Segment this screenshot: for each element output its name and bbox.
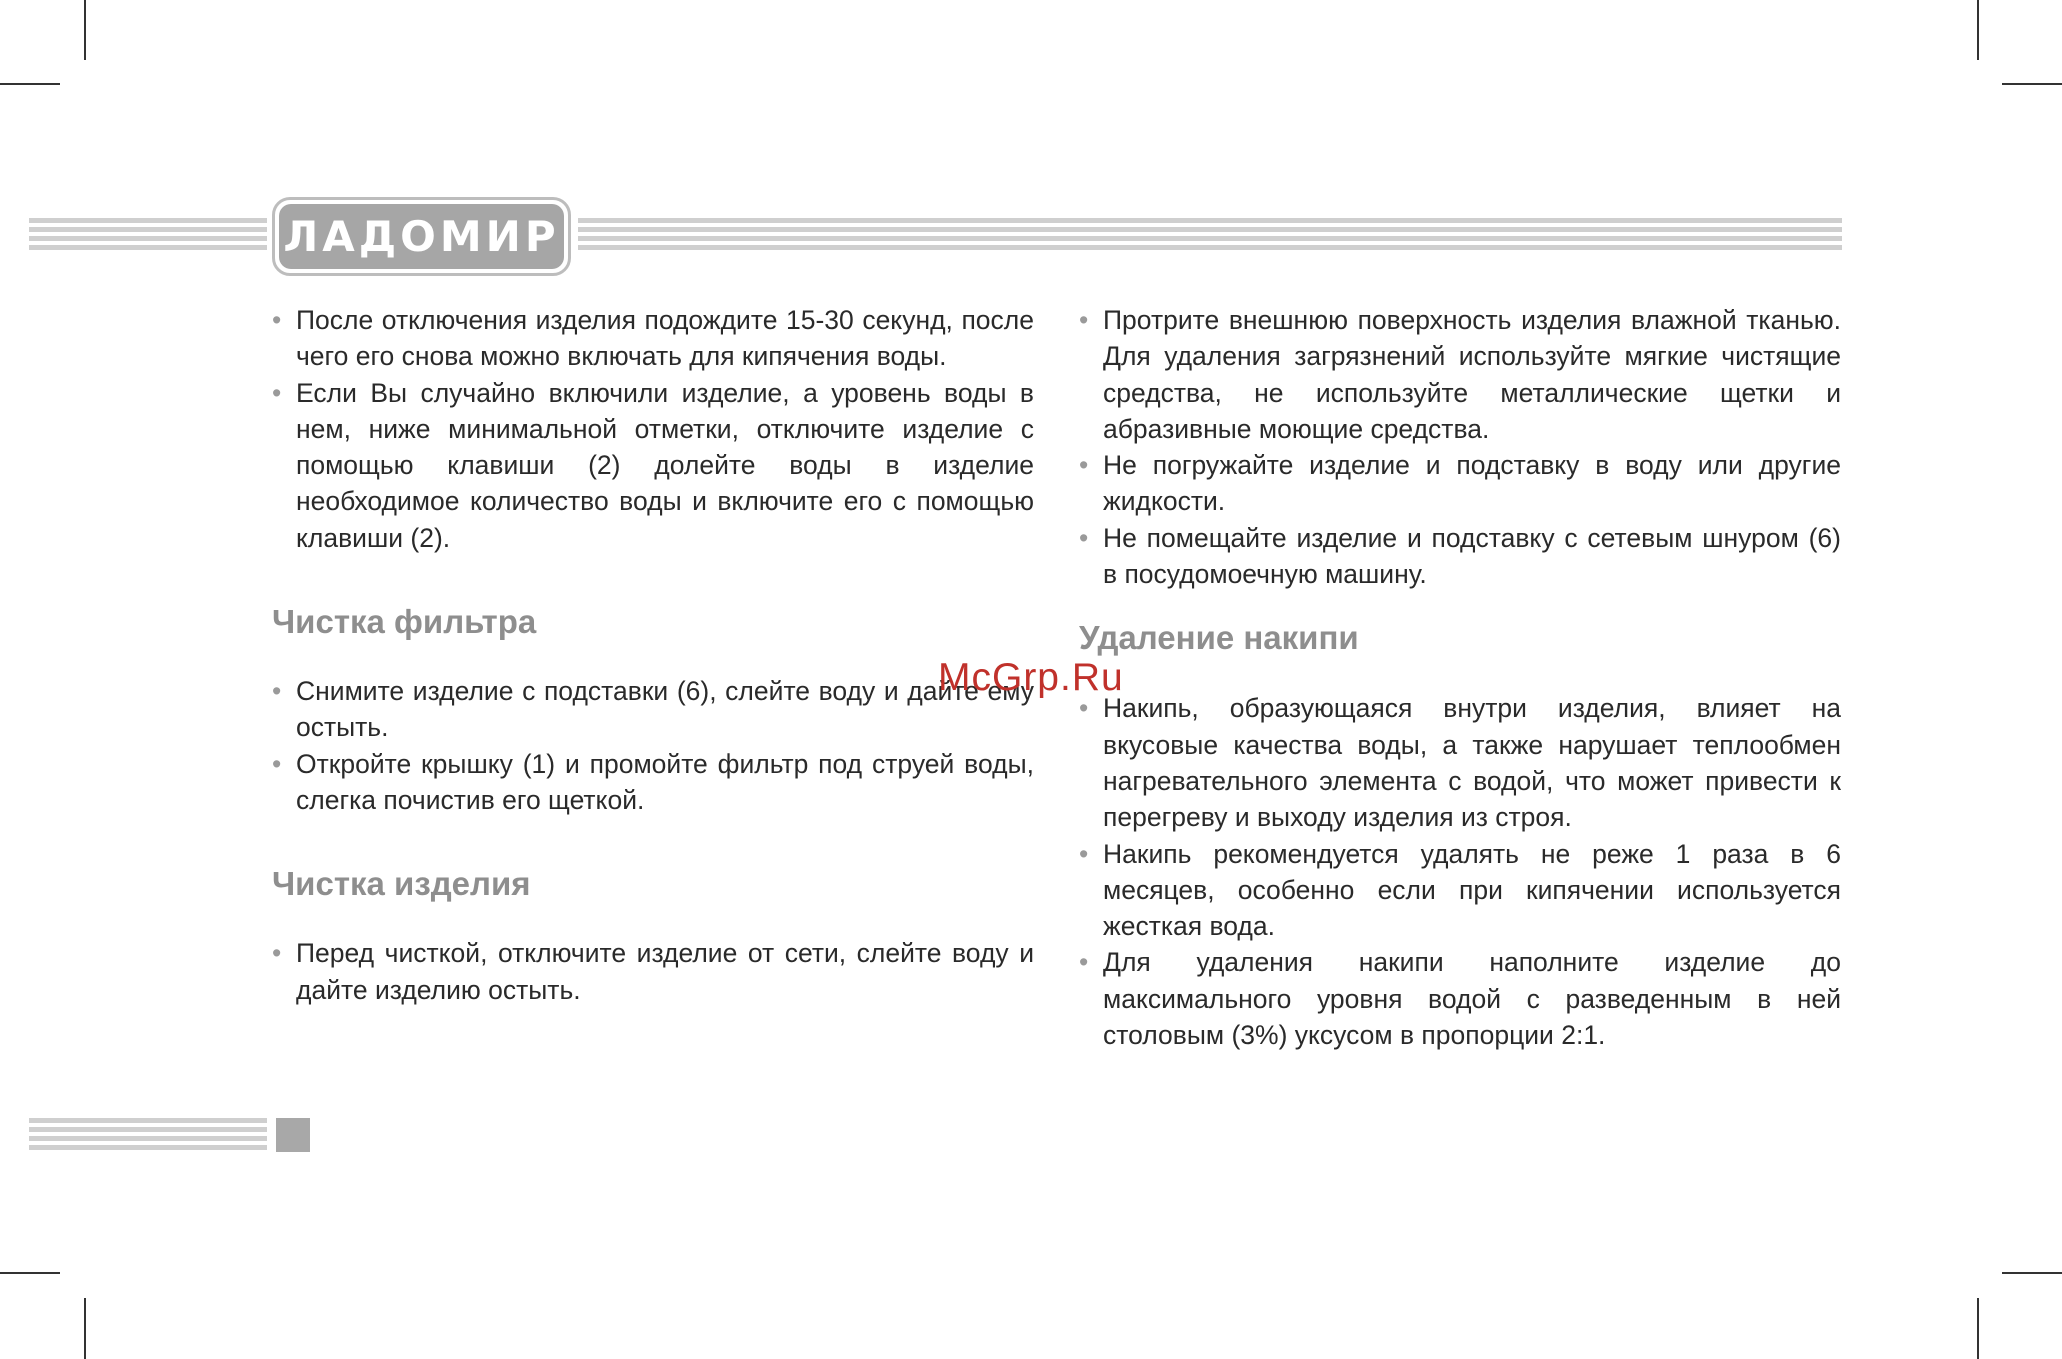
bullet-dot: •	[272, 748, 282, 779]
list-item: • Если Вы случайно включили изделие, а уровень воды в нем, ниже минимальной отметки, отключите изделие с помощью клавиши (2) долейте воды в изделие необходимое количество воды и включите его с помощью клавиши (2).	[272, 375, 1034, 556]
bullet-dot: •	[1079, 838, 1089, 869]
crop-mark	[0, 1272, 60, 1274]
list-item: • Протрите внешнюю поверхность изделия влажной тканью. Для удаления загрязнений используйте мягкие чистящие средства, не используйте металлические щетки и абразивные моющие средства.	[1079, 302, 1841, 447]
right-column	[1079, 302, 1841, 1053]
list-item: • Снимите изделие с подставки (6), слейте воду и дайте ему остыть.	[272, 673, 1034, 746]
list-item: • Не погружайте изделие и подставку в воду или другие жидкости.	[1079, 447, 1841, 520]
list-item: • Накипь рекомендуется удалять не реже 1 раза в 6 месяцев, особенно если при кипячении используется жесткая вода.	[1079, 836, 1841, 945]
crop-mark	[2002, 83, 2062, 85]
section-heading-filter: Чистка фильтра	[272, 603, 537, 641]
crop-mark	[1977, 0, 1979, 60]
crop-mark	[2002, 1272, 2062, 1274]
section-heading-descaling: Удаление накипи	[1079, 619, 1359, 657]
bullet-dot: •	[1079, 450, 1089, 481]
header-stripes-left	[29, 218, 267, 254]
crop-mark	[0, 83, 60, 85]
header-stripes-right	[578, 218, 1842, 254]
bullet-dot: •	[1079, 947, 1089, 978]
list-item: • Не помещайте изделие и подставку с сетевым шнуром (6) в посудомоечную машину.	[1079, 520, 1841, 593]
crop-mark	[84, 0, 86, 60]
watermark-link[interactable]: McGrp.Ru	[938, 656, 1124, 699]
list-item: • Откройте крышку (1) и промойте фильтр под струей воды, слегка почистив его щеткой.	[272, 746, 1034, 819]
brand-logo	[272, 197, 571, 276]
section-heading-product: Чистка изделия	[272, 865, 531, 903]
left-column	[272, 302, 1034, 1008]
crop-mark	[1977, 1298, 1979, 1359]
bullet-dot: •	[272, 377, 282, 408]
bullet-dot: •	[1079, 305, 1089, 335]
page-marker	[276, 1118, 310, 1152]
brand-logo-plate	[279, 204, 564, 269]
list-item: • После отключения изделия подождите 15-30 секунд, после чего его снова можно включать для кипячения воды.	[272, 302, 1034, 375]
bullet-dot: •	[1079, 693, 1089, 724]
brand-logo-text: ЛАДОМИР	[283, 212, 560, 261]
list-item: • Накипь, образующаяся внутри изделия, влияет на вкусовые качества воды, а также нарушает теплообмен нагревательного элемента с водой, что может привести к перегреву и выходу изделия из строя.	[1079, 690, 1841, 835]
list-item: • Для удаления накипи наполните изделие до максимального уровня водой с разведенным в ней столовым (3%) уксусом в пропорции 2:1.	[1079, 944, 1841, 1053]
bullet-dot: •	[272, 938, 282, 969]
crop-mark	[84, 1298, 86, 1359]
bullet-dot: •	[272, 676, 282, 707]
bullet-dot: •	[1079, 522, 1089, 553]
footer-stripes	[29, 1118, 267, 1154]
list-item: • Перед чисткой, отключите изделие от сети, слейте воду и дайте изделию остыть.	[272, 935, 1034, 1008]
bullet-dot: •	[272, 305, 282, 335]
